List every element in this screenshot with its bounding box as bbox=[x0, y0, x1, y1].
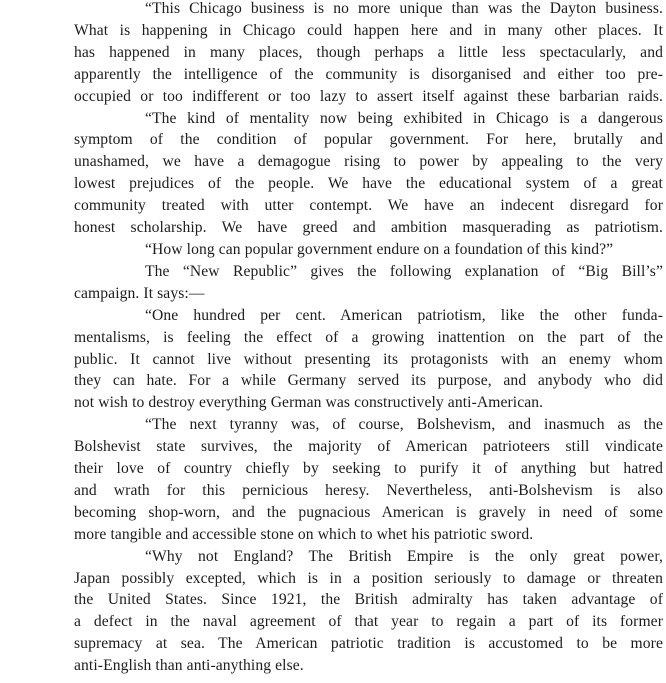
text-line: campaign. It says:— bbox=[74, 284, 205, 302]
text-line: becoming shop-worn, and the pugnacious American is gravely in need of some bbox=[74, 503, 663, 521]
text-line: not wish to destroy everything German was constructively anti-American. bbox=[74, 394, 544, 412]
text-line: public. It cannot live without presenting its protagonists with an enemy whom bbox=[74, 350, 663, 368]
text-line: “The kind of mentality now being exhibited in Chicago is a dangerous bbox=[145, 109, 663, 127]
text-line: supremacy at sea. The American patriotic tradition is accustomed to be more bbox=[74, 635, 663, 653]
paragraph-next-tyranny bbox=[3, 414, 663, 545]
text-line: symptom of the condition of popular government. For here, brutally and bbox=[74, 131, 663, 149]
text-line: “This Chicago business is no more unique than was the Dayton business. bbox=[145, 0, 663, 17]
text-line: community treated with utter contempt. We have an indecent disregard for bbox=[74, 197, 663, 215]
text-line: What is happening in Chicago could happen here and in many other places. It bbox=[74, 21, 663, 39]
paragraph-mentality bbox=[3, 108, 663, 239]
text-line: “How long can popular government endure on a foundation of this kind?” bbox=[145, 240, 614, 258]
document-page bbox=[3, 0, 663, 677]
text-line: the United States. Since 1921, the British admiralty has taken advantage of bbox=[74, 591, 663, 609]
text-line: honest scholarship. We have greed and ambition masquerading as patriotism. bbox=[74, 219, 663, 237]
text-line: “The next tyranny was, of course, Bolshevism, and inasmuch as the bbox=[145, 416, 663, 434]
paragraph-one-hundred-per-cent bbox=[3, 305, 663, 415]
text-line: “One hundred per cent. American patriotism, like the other funda- bbox=[145, 306, 663, 324]
paragraph-chicago-business bbox=[3, 0, 663, 108]
text-line: Bolshevist state survives, the majority of American patrioteers still vindicate bbox=[74, 438, 663, 456]
text-line: their love of country chiefly by seeking to purify it of anything but hatred bbox=[74, 460, 663, 478]
text-line: they can hate. For a while Germany served its purpose, and anybody who did bbox=[74, 372, 663, 390]
text-line: unashamed, we have a demagogue rising to power by appealing to the very bbox=[74, 153, 663, 171]
text-line: more tangible and accessible stone on which to whet his patriotic sword. bbox=[74, 525, 534, 543]
text-line: “Why not England? The British Empire is the only great power, bbox=[145, 547, 663, 565]
text-line: The “New Republic” gives the following explanation of “Big Bill’s” bbox=[145, 262, 663, 280]
text-line: a defect in the naval agreement of that year to regain a part of its former bbox=[74, 613, 663, 631]
text-line: and wrath for this pernicious heresy. Nevertheless, anti-Bolshevism is also bbox=[74, 481, 663, 499]
text-line: Japan possibly excepted, which is in a position seriously to damage or threaten bbox=[74, 569, 663, 587]
paragraph-new-republic bbox=[3, 261, 663, 305]
paragraph-how-long bbox=[3, 239, 663, 261]
text-line: lowest prejudices of the people. We have the educational system of a great bbox=[74, 175, 663, 193]
text-line: mentalisms, is feeling the effect of a growing inattention on the part of the bbox=[74, 328, 663, 346]
text-line: has happened in many places, though perhaps a little less spectacularly, and bbox=[74, 43, 663, 61]
text-line: anti-English than anti-anything else. bbox=[74, 657, 304, 675]
paragraph-why-not-england bbox=[3, 546, 663, 677]
text-line: occupied or too indifferent or too lazy to assert itself against these barbarian raids. bbox=[74, 87, 663, 105]
text-line: apparently the intelligence of the community is disorganised and either too pre- bbox=[74, 65, 663, 83]
